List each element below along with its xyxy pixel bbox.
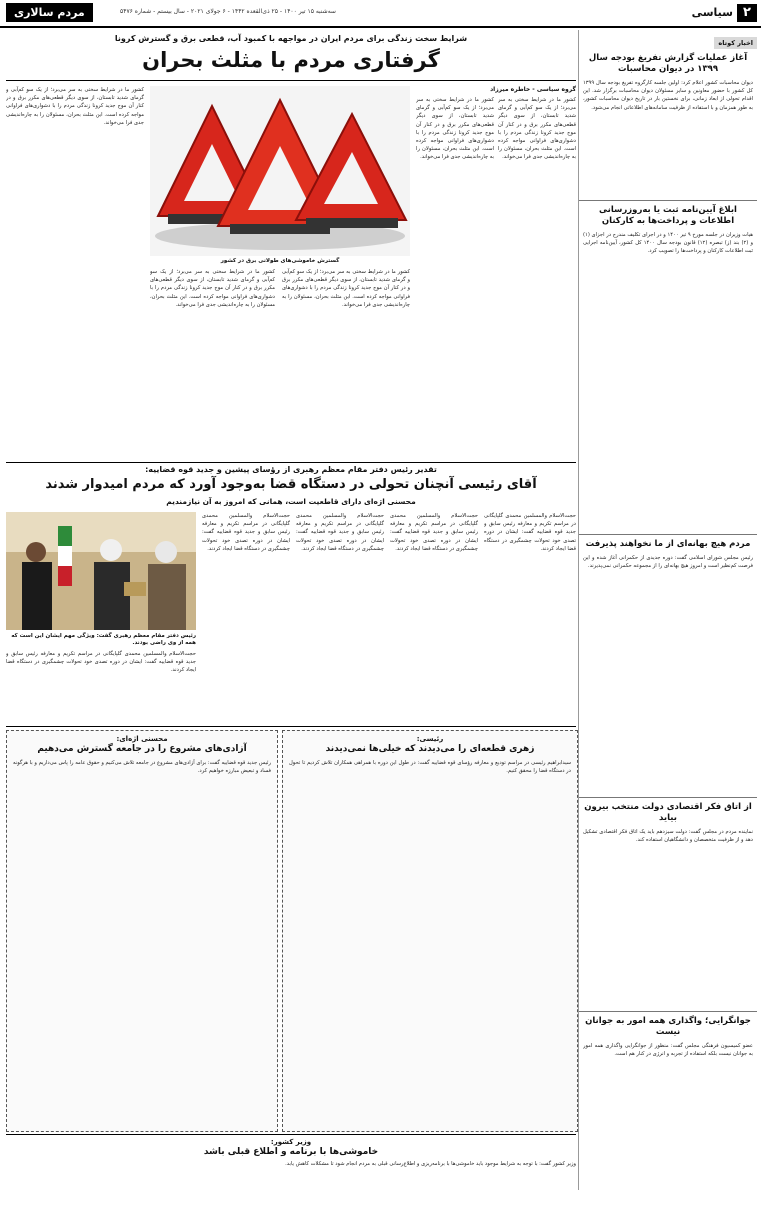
story2-body-column: حجت‌الاسلام والمسلمین محمدی گلپایگانی در مراسم تکریم و معارفه رئیس سابق و جدید قوه قضاییه گفت: ایشان در دوره تصدی خود تحولات چشمگیری در دستگاه قضا ایجاد کردند.	[296, 513, 384, 552]
divider	[6, 726, 576, 727]
warning-triangles-image	[150, 86, 410, 256]
box-raisi	[282, 730, 578, 1132]
lead-byline: گروه سیاسی - خاطره میرزاد	[490, 86, 576, 93]
box-kicker: محسنی اژه‌ای:	[116, 735, 168, 743]
sidebar-headline: مردم هیچ بهانه‌ای از ما نخواهند پذیرفت	[585, 539, 751, 549]
sidebar-headline: ابلاغ آیین‌نامه ثبت یا به‌روزرسانی اطلاعات و پرداخت‌ها به کارکنان	[599, 205, 737, 226]
story3-headline: خاموشی‌ها با برنامه و اطلاع قبلی باشد	[203, 1147, 379, 1157]
story-interior-minister	[6, 1138, 576, 1196]
box-headline: زهری قطعه‌ای را می‌دیدند که خیلی‌ها نمی‌دیدند	[325, 744, 535, 754]
story3-kicker: وزیر کشور:	[270, 1138, 312, 1146]
sidebar-body: رئیس مجلس شورای اسلامی گفت: دوره جدیدی از حکمرانی آغاز شده و این فرصت کم‌نظیر است و امروز هیچ بهانه‌ای را از مجموعه حکمرانی نمی‌پذیرند.	[583, 555, 753, 570]
story2-subhead: محسنی اژه‌ای دارای قاطعیت است، همانی که امروز به آن نیازمندیم	[166, 497, 416, 506]
sidebar-body: نماینده مردم در مجلس گفت: دولت سیزدهم باید یک اتاق فکر اقتصادی تشکیل دهد و از ظرفیت متخصصان و دانشگاهیان استفاده کند.	[583, 829, 753, 844]
divider	[579, 200, 757, 201]
box-headline: آزادی‌های مشروع را در جامعه گسترش می‌دهیم	[37, 744, 247, 754]
lead-photo-caption: گسترش خاموشی‌های طولانی برق در کشور	[220, 258, 340, 264]
divider	[579, 1011, 757, 1012]
story2-body-column: حجت‌الاسلام والمسلمین محمدی گلپایگانی در مراسم تکریم و معارفه رئیس سابق و جدید قوه قضاییه گفت: ایشان در دوره تصدی خود تحولات چشمگیری در دستگاه قضا ایجاد کردند.	[484, 513, 576, 552]
story3-body: وزیر کشور گفت: با توجه به شرایط موجود باید خاموشی‌ها با برنامه‌ریزی و اطلاع‌رسانی قبلی به مردم انجام شود تا مشکلات کاهش یابد.	[285, 1161, 576, 1167]
lead-body-column: کشور ما در شرایط سختی به سر می‌برد؛ از یک سو کم‌آبی و گرمای شدید تابستان، از سوی دیگر قطعی‌های مکرر برق و در کنار آن موج جدید کرونا زندگی مردم را با دشواری‌های فراوانی مواجه کرده است. این مثلث بحران، مسئولان را به چاره‌اندیشی جدی فرا می‌خواند.	[498, 97, 576, 161]
newspaper-logo: مردم سالاری	[6, 3, 93, 22]
sidebar-headline: آغاز عملیات گزارش تفریغ بودجه سال ۱۳۹۹ در دیوان محاسبات	[588, 53, 748, 74]
divider	[6, 1134, 576, 1135]
box-body: سیدابراهیم رئیسی در مراسم تودیع و معارفه رؤسای قوه قضاییه گفت: در طول این دوره با همراهی همکاران تلاش کردیم تا تحول در دستگاه قضا را محقق کنیم.	[289, 760, 571, 775]
lead-kicker: شرایط سخت زندگی برای مردم ایران در مواجهه با کمبود آب، قطعی برق و گسترش کرونا	[114, 34, 468, 43]
lead-body-column: کشور ما در شرایط سختی به سر می‌برد؛ از یک سو کم‌آبی و گرمای شدید تابستان، از سوی دیگر قطعی‌های مکرر برق و در کنار آن موج جدید کرونا زندگی مردم را با دشواری‌های فراوانی مواجه کرده است. این مثلث بحران، مسئولان را به چاره‌اندیشی جدی فرا می‌خواند.	[282, 269, 410, 308]
section-title: سیاسی	[691, 6, 733, 19]
sidebar-item	[579, 539, 757, 794]
dateline: سه‌شنبه ۱۵ تیر ۱۴۰۰ - ۲۵ ذی‌القعده ۱۴۴۲ - ۶ جولای ۲۰۲۱ - سال بیستم - شماره ۵۴۷۶	[120, 8, 336, 15]
story2-photo	[6, 512, 196, 630]
sidebar-item	[579, 802, 757, 1008]
divider	[579, 534, 757, 535]
story2-body-column: حجت‌الاسلام والمسلمین محمدی گلپایگانی در مراسم تکریم و معارفه رئیس سابق و جدید قوه قضاییه گفت: ایشان در دوره تصدی خود تحولات چشمگیری در دستگاه قضا ایجاد کردند.	[202, 513, 290, 552]
officials-ceremony-image	[6, 512, 196, 630]
sidebar-body: هیات وزیران در جلسه مورخ ۹ تیر ۱۴۰۰ و در اجرای تکلیف مندرج در اجزای (۱) و (۲) بند (ز) تبصره (۱۲) قانون بودجه سال ۱۴۰۰ کل کشور، آیین‌نامه اجرایی ثبت اطلاعات کارکنان و پرداخت‌ها را تصویب کرد.	[583, 232, 753, 255]
divider	[6, 462, 576, 463]
sidebar-item	[579, 53, 757, 197]
sidebar-body: عضو کمیسیون فرهنگی مجلس گفت: منظور از جوانگرایی واگذاری همه امور به جوانان نیست بلکه استفاده از تجربه و انرژی در کنار هم است.	[583, 1043, 753, 1058]
story2-photo-caption: رئیس دفتر مقام معظم رهبری گفت: ویژگی مهم ایشان این است که همه از وی راضی بودند.	[11, 633, 196, 646]
lead-body-column: کشور ما در شرایط سختی به سر می‌برد؛ از یک سو کم‌آبی و گرمای شدید تابستان، از سوی دیگر قطعی‌های مکرر برق و در کنار آن موج جدید کرونا زندگی مردم را با دشواری‌های فراوانی مواجه کرده است. این مثلث بحران، مسئولان را به چاره‌اندیشی جدی فرا می‌خواند.	[150, 269, 275, 308]
box-kicker: رئیسی:	[416, 735, 444, 743]
sidebar-body: دیوان محاسبات کشور اعلام کرد: اولین جلسه کارگروه تفریغ بودجه سال ۱۳۹۹ کل کشور با حضور معاونین و سایر مسئولان دیوان محاسبات برگزار شد. این اقدام تحولی از ابعاد زمانی، برای نخستین بار در تاریخ دیوان محاسبات کشور، به طور همزمان و با استفاده از ظرفیت سامانه‌های اطلاعاتی انجام می‌شود.	[583, 80, 753, 111]
story2-body-column: حجت‌الاسلام والمسلمین محمدی گلپایگانی در مراسم تکریم و معارفه رئیس سابق و جدید قوه قضاییه گفت: ایشان در دوره تصدی خود تحولات چشمگیری در دستگاه قضا ایجاد کردند.	[6, 651, 196, 674]
masthead	[0, 0, 761, 28]
divider	[579, 797, 757, 798]
sidebar	[578, 30, 757, 1190]
box-ejei	[6, 730, 278, 1132]
story2-headline: آقای رئیسی آنچنان تحولی در دستگاه قضا به‌وجود آورد که مردم امیدوار شدند	[45, 477, 537, 492]
sidebar-tag: اخبار کوتاه	[714, 37, 757, 49]
sidebar-item	[579, 205, 757, 531]
page-number: ۲	[737, 4, 757, 22]
sidebar-headline: از اتاق فکر اقتصادی دولت منتخب بیرون بیاید	[584, 802, 752, 823]
lead-headline: گرفتاری مردم با مثلث بحران	[142, 48, 440, 72]
lead-body-column: کشور ما در شرایط سختی به سر می‌برد؛ از یک سو کم‌آبی و گرمای شدید تابستان، از سوی دیگر قطعی‌های مکرر برق و در کنار آن موج جدید کرونا زندگی مردم را با دشواری‌های فراوانی مواجه کرده است. این مثلث بحران، مسئولان را به چاره‌اندیشی جدی فرا می‌خواند.	[416, 97, 494, 161]
story2-body-column: حجت‌الاسلام والمسلمین محمدی گلپایگانی در مراسم تکریم و معارفه رئیس سابق و جدید قوه قضاییه گفت: ایشان در دوره تصدی خود تحولات چشمگیری در دستگاه قضا ایجاد کردند.	[390, 513, 478, 552]
lead-body-column: کشور ما در شرایط سختی به سر می‌برد؛ از یک سو کم‌آبی و گرمای شدید تابستان، از سوی دیگر قطعی‌های مکرر برق و در کنار آن موج جدید کرونا زندگی مردم را با دشواری‌های فراوانی مواجه کرده است. این مثلث بحران، مسئولان را به چاره‌اندیشی جدی فرا می‌خواند.	[6, 87, 144, 126]
sidebar-headline: جوانگرایی؛ واگذاری همه امور به جوانان نیست	[585, 1016, 751, 1037]
divider	[6, 80, 576, 81]
story2-kicker: تقدیر رئیس دفتر مقام معظم رهبری از رؤسای پیشین و جدید قوه قضاییه:	[145, 465, 437, 474]
box-body: رئیس جدید قوه قضاییه گفت: برای آزادی‌های مشروع در جامعه تلاش می‌کنیم و حقوق عامه را پاس می‌داریم و با هرگونه فساد و تبعیض مبارزه خواهیم کرد.	[13, 760, 271, 775]
lead-photo	[150, 86, 410, 256]
lead-byline-block	[416, 86, 576, 93]
sidebar-item	[579, 1016, 757, 1212]
